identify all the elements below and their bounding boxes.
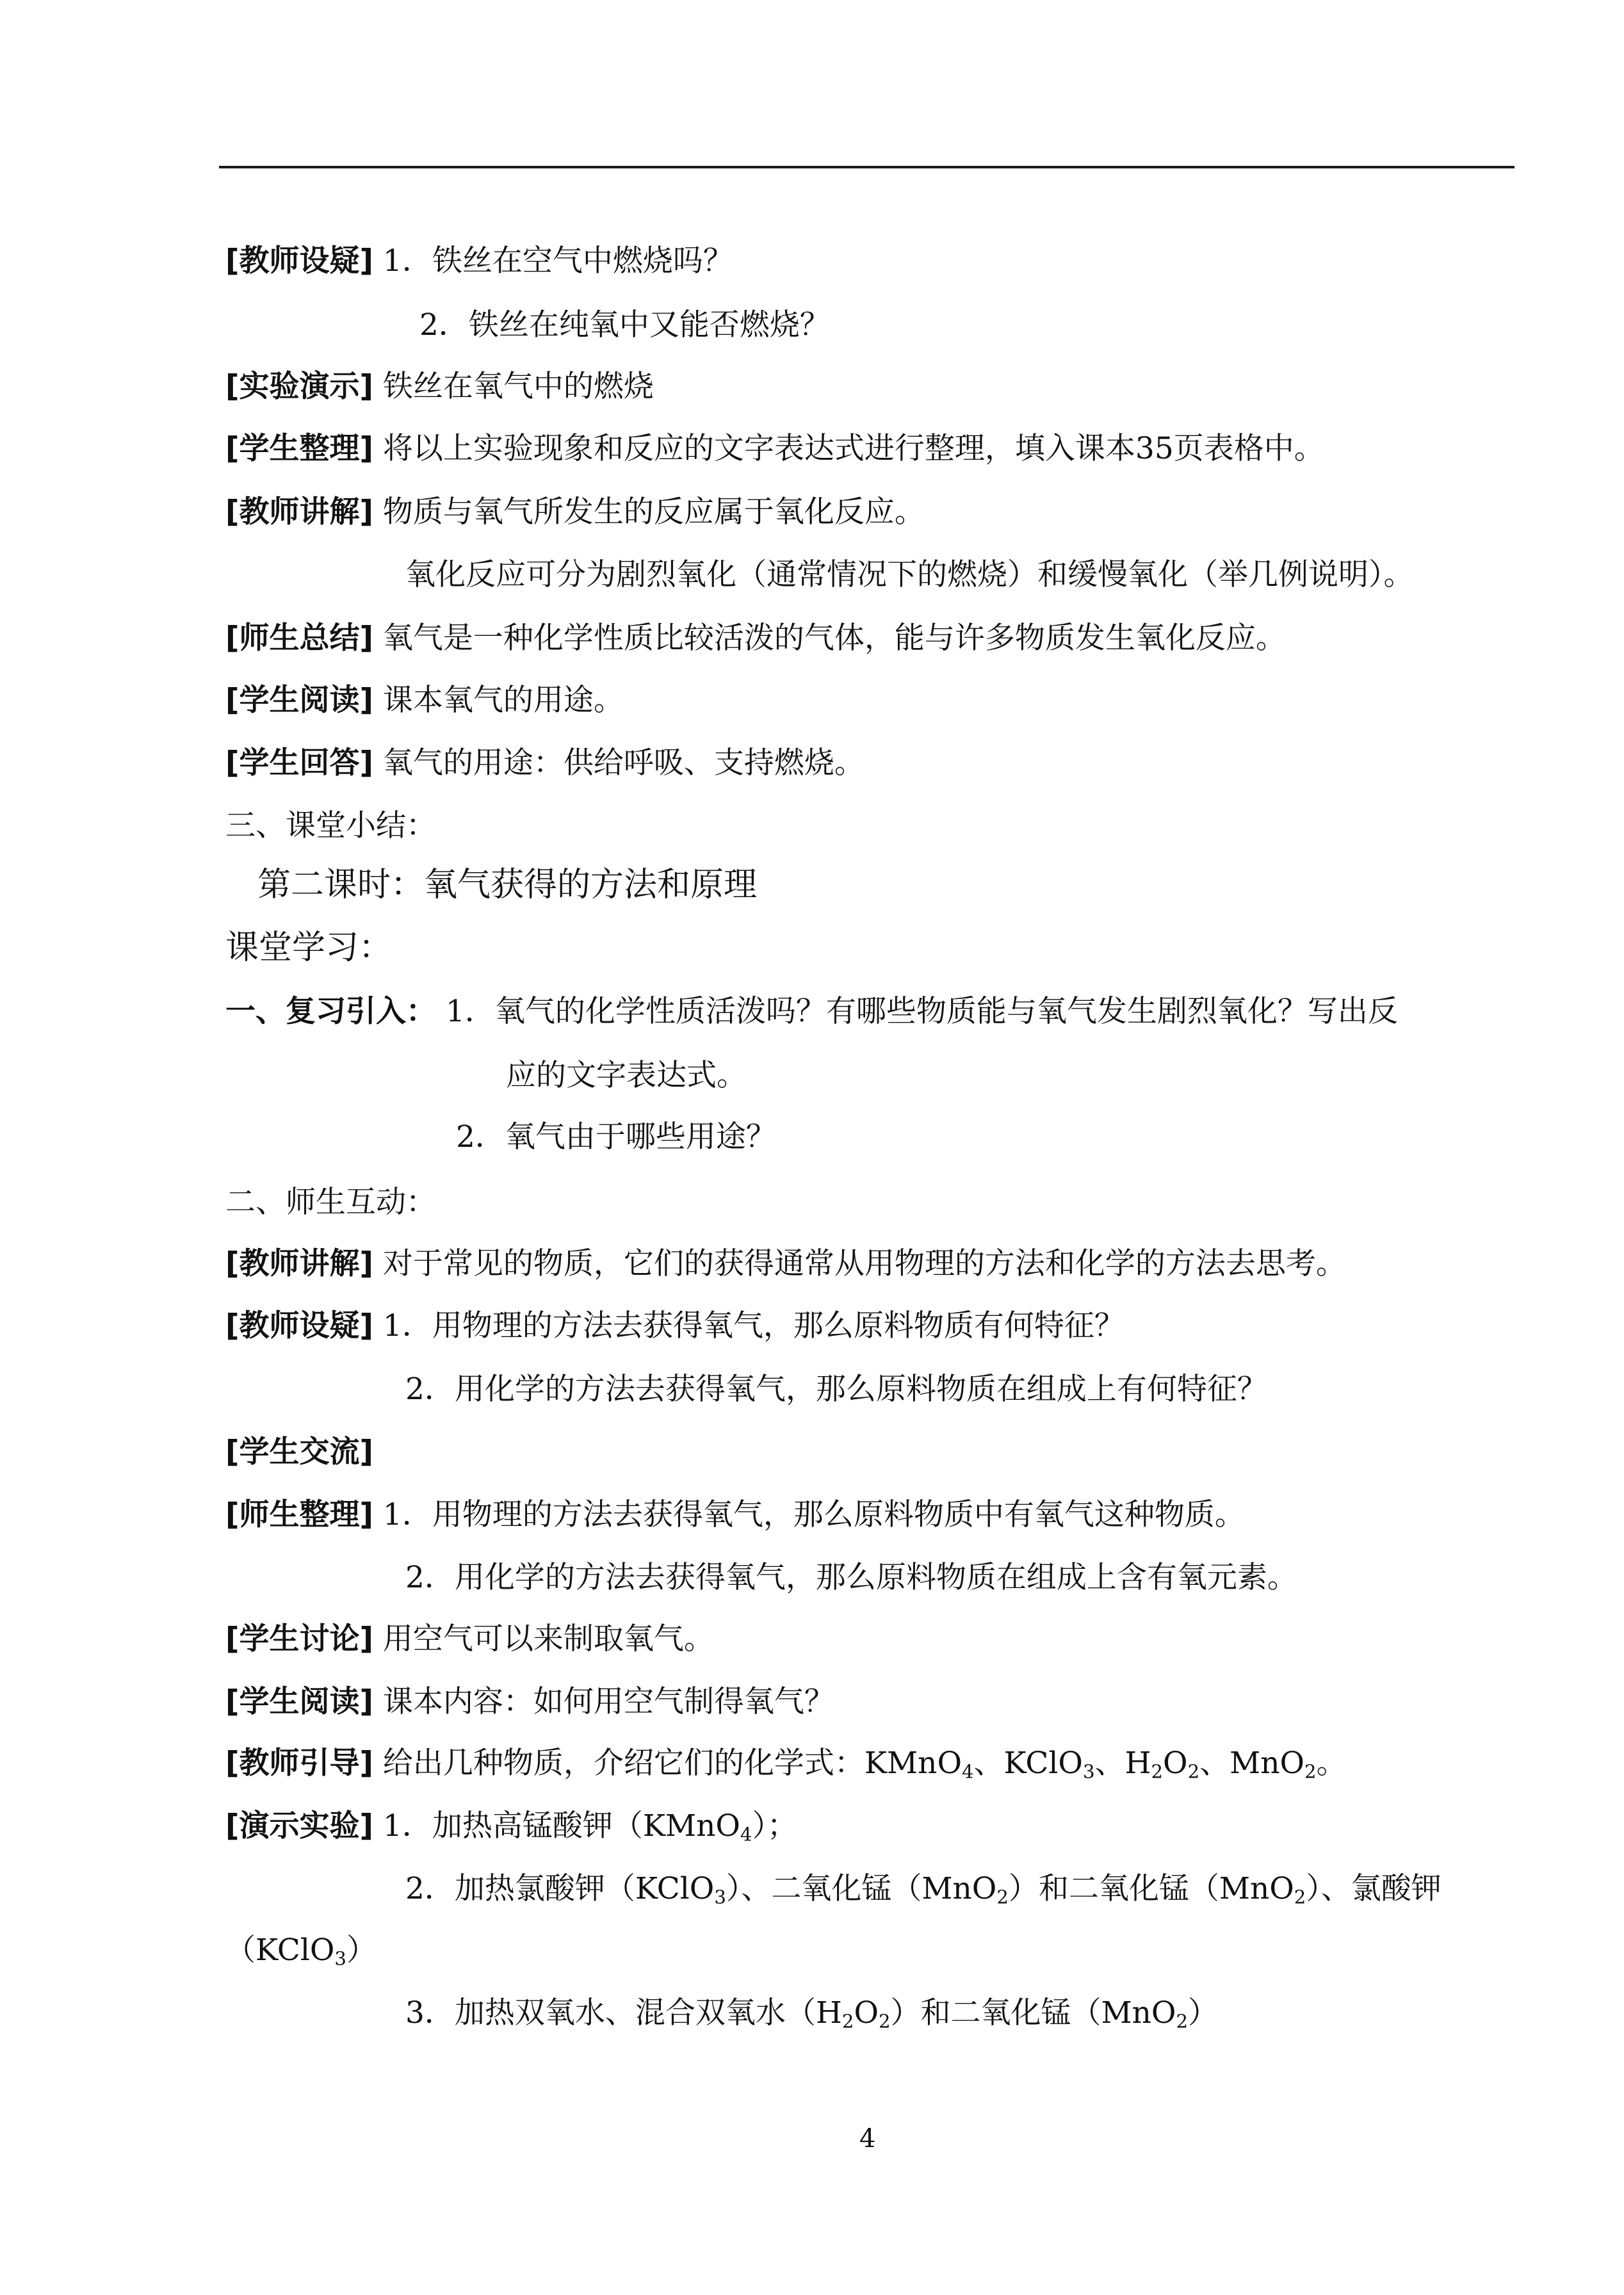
page-number: 4 [859,2124,876,2153]
line-text: （KClO$_3$） [225,1933,377,1970]
line-text: 应的文字表达式。 [506,1058,747,1093]
line-text: 1．加热高锰酸钾（ [382,1808,643,1844]
section-tag: [师生总结] [225,620,373,656]
formula-kmno4: KMnO$_4$ [642,1808,752,1845]
section-tag: [教师设疑] [225,243,373,279]
section-tag: [学生整理] [225,431,373,466]
qa-line [225,1496,1245,1534]
formula-kclo3: KClO$_3$ [1003,1746,1095,1783]
line-text: 三、课堂小结： [225,808,436,843]
qa-line [225,493,925,531]
qa-line [225,1807,797,1845]
section-tag: [教师讲解] [225,1246,373,1281]
qa-line [225,1620,714,1658]
formula-mno2: MnO$_2$ [1101,1995,1188,2032]
qa-line [225,368,654,406]
line-text: 2．铁丝在纯氧中又能否燃烧？ [419,307,830,343]
formula-kclo3: KClO$_3$ [635,1871,726,1908]
formula-mno2: MnO$_2$ [1219,1871,1306,1908]
line-text: 1．用物理的方法去获得氧气，那么原料物质中有氧气这种物质。 [382,1497,1245,1532]
line-text: 课堂学习： [225,929,393,967]
section-heading [225,807,436,845]
section-tag: [教师设疑] [225,1308,373,1343]
section-tag: [学生阅读] [225,1684,373,1719]
formula-h2o2: $H_2O_2$ [1125,1746,1200,1783]
section-tag: [学生阅读] [225,683,373,718]
line-text: 氧化反应可分为剧烈氧化（通常情况下的燃烧）和缓慢氧化（举几例说明）。 [405,557,1414,592]
section-heading [225,929,392,967]
qa-line [506,1057,747,1095]
formula-kmno4: KMnO$_4$ [864,1746,974,1783]
line-text: 2．加热氯酸钾（KClO$_3$）、二氧化锰（MnO$_2$）和二氧化锰（MnO$_2$）、氯酸钾 [405,1871,1441,1908]
section-tag: [教师引导] [225,1746,373,1781]
qa-line [225,1931,377,1970]
line-text: 1．氧气的化学性质活泼吗？有哪些物质能与氧气发生剧烈氧化？写出反 [445,994,1398,1029]
formula-kclo3: KClO$_3$ [256,1933,346,1970]
qa-line [225,430,1324,468]
line-text: 2．用化学的方法去获得氧气，那么原料物质在组成上含有氧元素。 [405,1560,1297,1595]
section-tag: [演示实验] [225,1808,373,1844]
qa-line [225,242,733,280]
qa-line [225,993,1398,1031]
section-tag: [学生讨论] [225,1621,373,1657]
line-text: 将以上实验现象和反应的文字表达式进行整理，填入课本35页表格中。 [382,431,1324,466]
line-text: 铁丝在氧气中的燃烧 [382,369,654,404]
section-tag: [学生回答] [225,745,373,781]
qa-line [405,1559,1297,1597]
header-rule [219,166,1514,168]
qa-line: [教师引导] 给出几种物质，介绍它们的化学式：KMnO$_4$、KClO$_3$、$H_2O_2$、MnO$_2$。 [225,1746,1347,1783]
line-text: 2．氧气由于哪些用途？ [456,1119,776,1155]
section-tag: [学生交流] [225,1434,373,1470]
line-text: 3．加热双氧水、混合双氧水（ [405,1995,816,2031]
line-tail: ）； [752,1808,797,1844]
line-text: 给出几种物质，介绍它们的化学式： [382,1746,865,1781]
qa-line: 3．加热双氧水、混合双氧水$(H_2O_2)$和二氧化锰（MnO$_2$） [405,1995,1218,2032]
formula-mno2: MnO$_2$ [922,1871,1009,1908]
formula-h2o2: $H_2O_2$ [815,1995,891,2032]
formula-mno2: MnO$_2$ [1230,1746,1317,1783]
qa-line [225,619,1286,658]
line-text: 2．用化学的方法去获得氧气，那么原料物质在组成上有何特征？ [405,1372,1267,1407]
section-tag: [实验演示] [225,369,373,404]
section-heading [225,1183,436,1222]
section-tag: [师生整理] [225,1497,373,1532]
lesson-title [257,866,757,904]
qa-line [225,1245,1346,1283]
line-text: 氧气是一种化学性质比较活泼的气体，能与许多物质发生氧化反应。 [382,620,1286,656]
line-text: 二、师生互动： [225,1185,436,1220]
line-text: 课本氧气的用途。 [382,683,624,718]
qa-line [419,306,830,345]
line-text: 第二课时：氧气获得的方法和原理 [257,866,758,904]
section-tag: [教师讲解] [225,494,373,530]
line-text: 1．铁丝在空气中燃烧吗？ [382,243,733,279]
qa-line [405,556,1414,594]
line-text: 氧气的用途：供给呼吸、支持燃烧。 [382,745,865,781]
qa-line [225,744,865,783]
qa-line [456,1118,776,1156]
line-text: 1．用物理的方法去获得氧气，那么原料物质有何特征？ [382,1308,1125,1343]
qa-line [225,1433,373,1472]
qa-line [225,1683,834,1721]
line-text: 物质与氧气所发生的反应属于氧化反应。 [382,494,925,530]
qa-line [405,1370,1267,1409]
line-text: 用空气可以来制取氧气。 [382,1621,714,1657]
section-tag: 一、复习引入： [225,994,436,1029]
qa-line [225,681,624,720]
line-text: 课本内容：如何用空气制得氧气？ [382,1684,834,1719]
qa-line [405,1870,1441,1908]
qa-line [225,1307,1125,1345]
line-text: 对于常见的物质，它们的获得通常从用物理的方法和化学的方法去思考。 [382,1246,1346,1281]
